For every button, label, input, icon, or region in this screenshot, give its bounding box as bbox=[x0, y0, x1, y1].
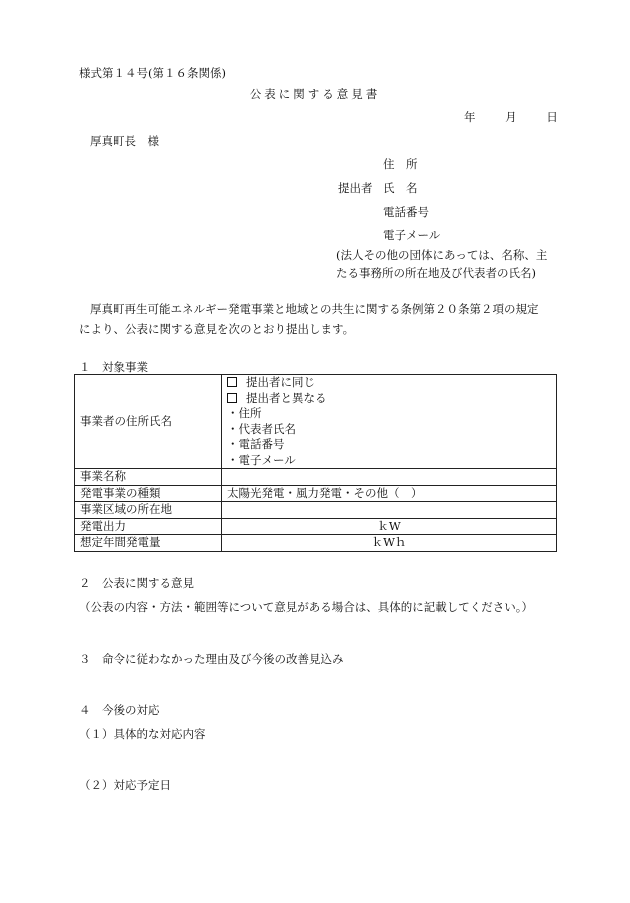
section-2-heading: ２ 公表に関する意見 bbox=[79, 576, 194, 590]
area-location-label: 事業区域の所在地 bbox=[75, 502, 222, 519]
applicant-note-line-1: (法人その他の団体にあっては、名称、主 bbox=[336, 248, 548, 262]
option-different-from-applicant[interactable] bbox=[227, 391, 551, 407]
date-year: 年 bbox=[464, 110, 476, 124]
form-number: 様式第１４号(第１６条関係) bbox=[79, 66, 226, 80]
project-table bbox=[74, 374, 557, 552]
date-line bbox=[464, 110, 558, 124]
addressee: 厚真町長 様 bbox=[90, 134, 159, 148]
table-row bbox=[75, 535, 557, 552]
field-email: ・電子メール bbox=[227, 452, 296, 467]
applicant-email-label: 電子メール bbox=[383, 228, 441, 242]
table-row-operator bbox=[75, 375, 557, 469]
section-3-heading: ３ 命令に従わなかった理由及び今後の改善見込み bbox=[79, 652, 344, 666]
output-value[interactable]: ｋW bbox=[222, 518, 557, 535]
annual-generation-value[interactable]: ｋWｈ bbox=[222, 535, 557, 552]
applicant-address-label: 住 所 bbox=[383, 157, 418, 171]
section-4-item-2: （２）対応予定日 bbox=[79, 778, 171, 792]
area-location-value[interactable] bbox=[222, 502, 557, 519]
checkbox-icon[interactable] bbox=[227, 393, 237, 403]
document-title: 公表に関する意見書 bbox=[249, 87, 381, 101]
body-text-line-2: により、公表に関する意見を次のとおり提出します。 bbox=[79, 322, 355, 336]
field-representative: ・代表者氏名 bbox=[227, 421, 296, 436]
table-row bbox=[75, 518, 557, 535]
option-same-as-applicant[interactable] bbox=[227, 375, 551, 391]
operator-label: 事業者の住所氏名 bbox=[75, 375, 222, 469]
applicant-note-line-2: たる事務所の所在地及び代表者の氏名) bbox=[336, 266, 536, 280]
option-same-label: 提出者に同じ bbox=[246, 375, 315, 389]
power-type-value[interactable]: 太陽光発電・風力発電・その他（ ） bbox=[222, 485, 557, 502]
section-2-note: （公表の内容・方法・範囲等について意見がある場合は、具体的に記載してください。） bbox=[79, 600, 534, 614]
section-4-item-1: （１）具体的な対応内容 bbox=[79, 727, 206, 741]
option-different-label: 提出者と異なる bbox=[246, 390, 327, 405]
applicant-prefix: 提出者 bbox=[338, 181, 373, 195]
project-name-value[interactable] bbox=[222, 469, 557, 486]
date-month: 月 bbox=[505, 110, 517, 124]
table-row bbox=[75, 485, 557, 502]
power-type-label: 発電事業の種類 bbox=[75, 485, 222, 502]
checkbox-icon[interactable] bbox=[227, 377, 237, 387]
field-address: ・住所 bbox=[227, 406, 262, 420]
table-row bbox=[75, 469, 557, 486]
section-1-heading: １ 対象事業 bbox=[79, 360, 148, 374]
project-name-label: 事業名称 bbox=[75, 469, 222, 486]
applicant-name-label: 氏 名 bbox=[383, 181, 418, 195]
section-4-heading: ４ 今後の対応 bbox=[79, 703, 160, 717]
operator-options bbox=[222, 375, 557, 469]
annual-generation-label: 想定年間発電量 bbox=[75, 535, 222, 552]
table-row bbox=[75, 502, 557, 519]
date-day: 日 bbox=[546, 110, 558, 124]
applicant-phone-label: 電話番号 bbox=[383, 205, 429, 219]
output-label: 発電出力 bbox=[75, 518, 222, 535]
body-text-line-1: 厚真町再生可能エネルギー発電事業と地域との共生に関する条例第２０条第２項の規定 bbox=[90, 302, 539, 316]
field-phone: ・電話番号 bbox=[227, 437, 285, 451]
